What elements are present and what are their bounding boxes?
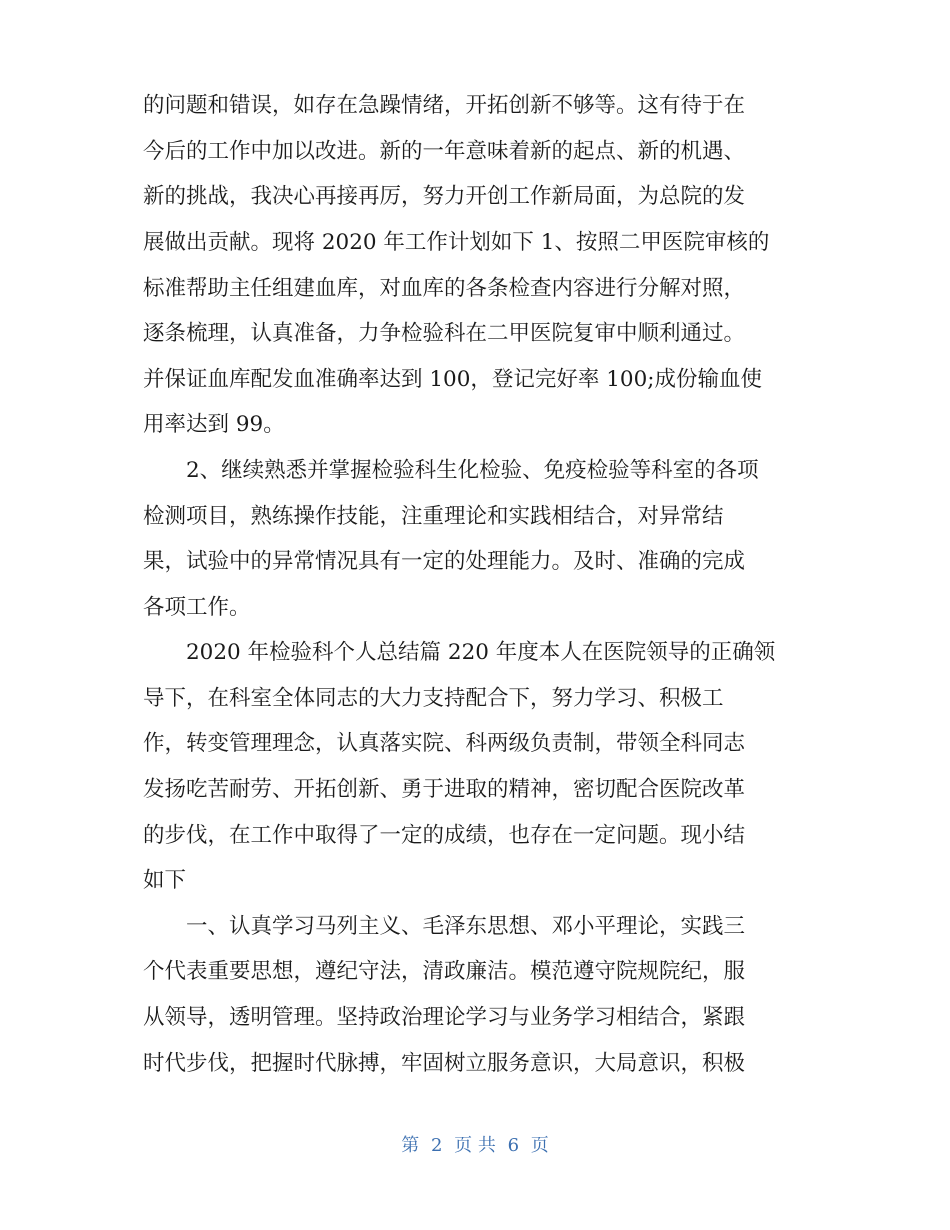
footer-middle: 页 共 — [454, 1135, 496, 1156]
text-line: 2、继续熟悉并掌握检验科生化检验、免疫检验等科室的各项 — [186, 458, 759, 483]
text-line: 时代步伐，把握时代脉搏，牢固树立服务意识，大局意识，积极 — [143, 1051, 746, 1076]
text-line: 检测项目，熟练操作技能，注重理论和实践相结合，对异常结 — [143, 504, 724, 529]
text-line: 用率达到 99。 — [143, 412, 285, 437]
current-page-number: 2 — [430, 1135, 443, 1156]
total-pages-number: 6 — [507, 1135, 520, 1156]
text-line: 果，试验中的异常情况具有一定的处理能力。及时、准确的完成 — [143, 549, 746, 574]
text-line: 展做出贡献。现将 2020 年工作计划如下 1、按照二甲医院审核的 — [143, 230, 770, 255]
text-line: 作，转变管理理念，认真落实院、科两级负责制，带领全科同志 — [143, 731, 746, 756]
text-line: 2020 年检验科个人总结篇 220 年度本人在医院领导的正确领 — [186, 640, 776, 665]
text-line: 一、认真学习马列主义、毛泽东思想、邓小平理论，实践三 — [186, 914, 746, 939]
text-line: 各项工作。 — [143, 595, 251, 620]
text-line: 并保证血库配发血准确率达到 100，登记完好率 100;成份输血使 — [143, 367, 762, 392]
text-line: 个代表重要思想，遵纪守法，清政廉洁。模范遵守院规院纪，服 — [143, 959, 746, 984]
text-line: 导下，在科室全体同志的大力支持配合下，努力学习、积极工 — [143, 686, 724, 711]
text-line: 的步伐，在工作中取得了一定的成绩，也存在一定问题。现小结 — [143, 823, 746, 848]
text-line: 发扬吃苦耐劳、开拓创新、勇于进取的精神，密切配合医院改革 — [143, 777, 746, 802]
footer-suffix: 页 — [530, 1135, 549, 1156]
text-line: 从领导，透明管理。坚持政治理论学习与业务学习相结合，紧跟 — [143, 1005, 746, 1030]
text-line: 的问题和错误，如存在急躁情绪，开拓创新不够等。这有待于在 — [143, 93, 746, 118]
footer-prefix: 第 — [401, 1135, 420, 1156]
text-line: 标准帮助主任组建血库，对血库的各条检查内容进行分解对照， — [143, 276, 746, 301]
text-line: 如下 — [143, 868, 187, 893]
text-line: 今后的工作中加以改进。新的一年意味着新的起点、新的机遇、 — [143, 139, 746, 164]
page-footer — [0, 1136, 950, 1156]
text-line: 新的挑战，我决心再接再厉，努力开创工作新局面，为总院的发 — [143, 184, 746, 209]
text-line: 逐条梳理，认真准备，力争检验科在二甲医院复审中顺利通过。 — [143, 321, 746, 346]
